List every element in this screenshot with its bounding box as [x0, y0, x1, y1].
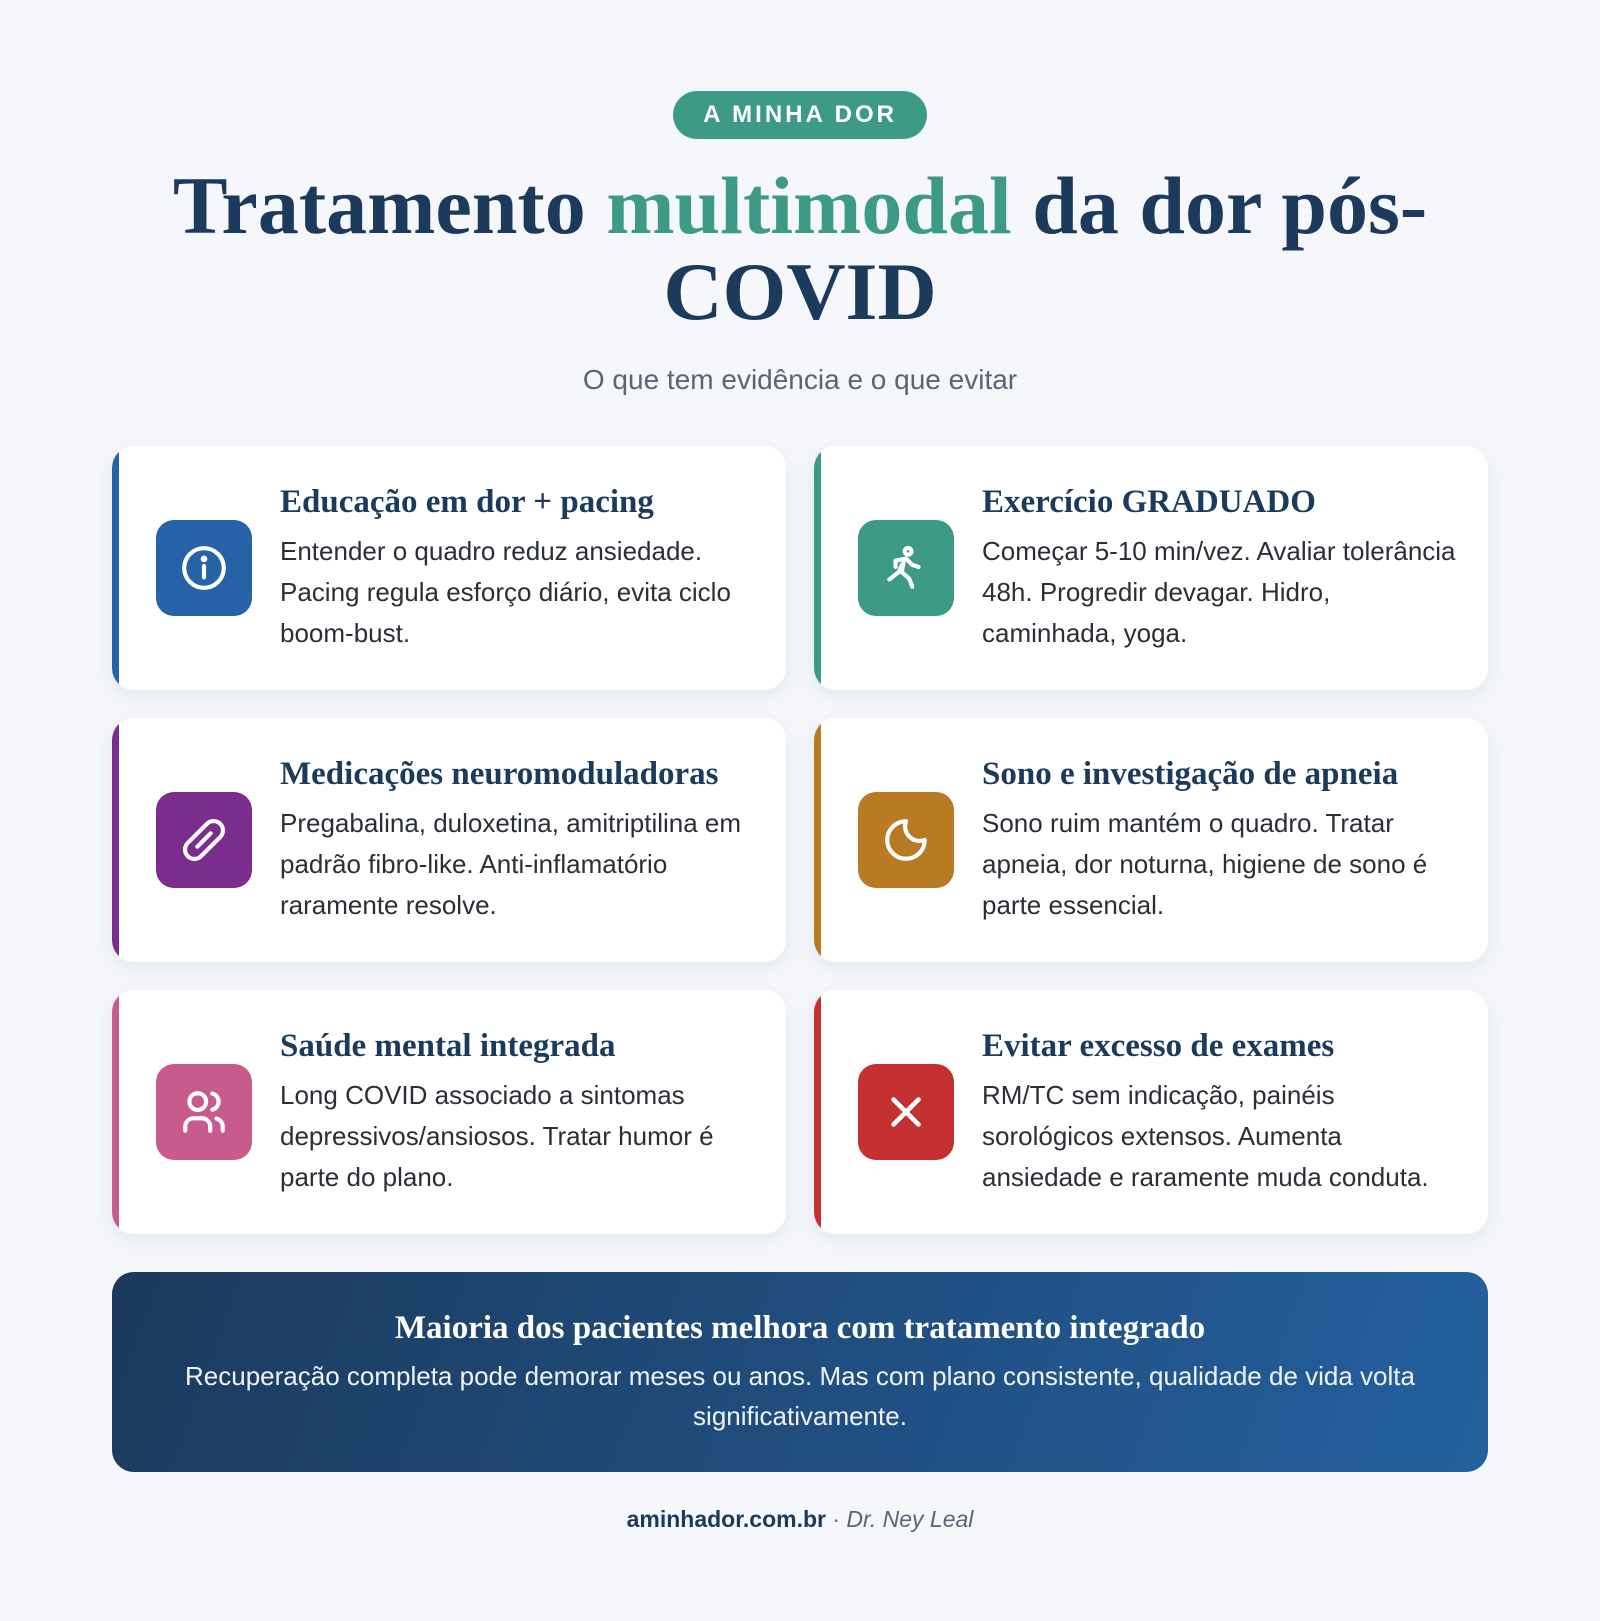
pill-icon — [179, 815, 229, 865]
card-icon-box — [156, 1064, 252, 1160]
card-text: Começar 5-10 min/vez. Avaliar tolerância 48h. Progredir devagar. Hidro, caminhada, yoga. — [982, 536, 1456, 648]
card-graded-exercise — [814, 446, 1488, 690]
card-icon-box — [858, 792, 954, 888]
running-person-icon — [881, 543, 931, 593]
footer — [0, 1506, 1600, 1533]
card-text: Long COVID associado a sintomas depressivos/ansiosos. Tratar humor é parte do plano. — [280, 1080, 714, 1192]
card-text: Pregabalina, duloxetina, amitriptilina em padrão fibro-like. Anti-inflamatório raramente resolve. — [280, 808, 742, 920]
card-icon-box — [858, 1064, 954, 1160]
card-mental-health — [112, 990, 786, 1234]
card-title: Exercício GRADUADO — [982, 484, 1316, 520]
banner-title: Maioria dos pacientes melhora com tratamento integrado — [394, 1310, 1206, 1346]
card-accent-bar — [112, 718, 119, 962]
footer-site-link[interactable]: aminhador.com.br — [626, 1506, 826, 1532]
page-title — [150, 160, 1450, 337]
title-accent: multimodal — [606, 160, 1012, 251]
card-accent-bar — [814, 718, 821, 962]
card-title: Medicações neuromoduladoras — [280, 756, 719, 792]
card-icon-box — [156, 520, 252, 616]
moon-icon — [881, 815, 931, 865]
card-text: Entender o quadro reduz ansiedade. Pacing regula esforço diário, evita ciclo boom-bust. — [280, 536, 731, 648]
card-title: Saúde mental integrada — [280, 1028, 616, 1064]
footer-separator: · — [825, 1506, 847, 1532]
card-neuromodulator-meds — [112, 718, 786, 962]
category-badge: A MINHA DOR — [673, 91, 927, 139]
card-pain-education — [112, 446, 786, 690]
card-accent-bar — [112, 446, 119, 690]
users-icon — [179, 1087, 229, 1137]
card-icon-box — [156, 792, 252, 888]
card-text: Sono ruim mantém o quadro. Tratar apneia, dor noturna, higiene de sono é parte essencial. — [982, 808, 1428, 920]
page-subtitle: O que tem evidência e o que evitar — [582, 364, 1018, 395]
close-x-icon — [881, 1087, 931, 1137]
card-sleep-apnea — [814, 718, 1488, 962]
summary-banner — [112, 1272, 1488, 1472]
card-avoid-excess-exams — [814, 990, 1488, 1234]
card-text: RM/TC sem indicação, painéis sorológicos extensos. Aumenta ansiedade e raramente muda conduta. — [982, 1080, 1429, 1192]
card-accent-bar — [814, 990, 821, 1234]
card-title: Evitar excesso de exames — [982, 1028, 1335, 1064]
footer-author: Dr. Ney Leal — [846, 1506, 974, 1532]
card-title: Sono e investigação de apneia — [982, 756, 1399, 792]
title-part-1: Tratamento — [172, 160, 607, 251]
card-title: Educação em dor + pacing — [280, 484, 654, 520]
banner-text: Recuperação completa pode demorar meses ou anos. Mas com plano consistente, qualidade de vida volta significativamente. — [185, 1361, 1415, 1431]
info-icon — [179, 543, 229, 593]
card-icon-box — [858, 520, 954, 616]
title-part-2: da dor pós-COVID — [663, 160, 1428, 337]
card-accent-bar — [814, 446, 821, 690]
card-accent-bar — [112, 990, 119, 1234]
